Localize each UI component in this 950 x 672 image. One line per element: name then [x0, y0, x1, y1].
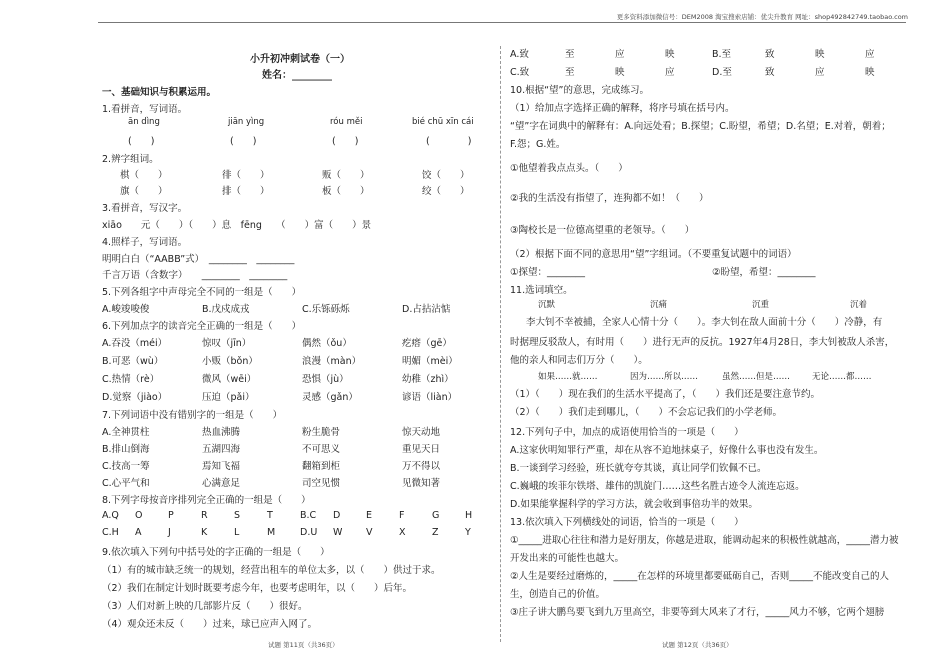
q9-line: （3）人们对新上映的几部影片反（ ）很好。: [102, 601, 308, 612]
q10-answer-a[interactable]: ①探望：________: [510, 267, 586, 278]
option: 五湖四海: [202, 444, 241, 455]
q10-definitions-cont: F.怨；G.姓。: [510, 139, 566, 150]
option-token: 应: [665, 67, 675, 78]
option-token: 至: [565, 49, 575, 60]
q13-item: 生，创造自己的价值。: [510, 589, 606, 600]
q2-item: 排（ ）: [222, 186, 270, 197]
column-divider: [500, 46, 501, 642]
q10-sentence-2: ②我的生活没有指望了，连狗都不如！（ ）: [510, 193, 709, 204]
option-token: 致: [765, 49, 775, 60]
q11-conj: 如果……就……: [538, 372, 598, 382]
option-token: C.H: [102, 527, 119, 538]
question-1: 1.看拼音，写词语。: [102, 104, 188, 115]
option-token: 映: [815, 49, 825, 60]
option: 心满意足: [202, 478, 241, 489]
q11-word: 沉着: [850, 300, 868, 310]
option: 重见天日: [402, 444, 441, 455]
option-token: D: [333, 510, 341, 521]
option-token: B.至: [712, 49, 732, 60]
option-token: 映: [615, 67, 625, 78]
option: 谚语（liàn）: [402, 392, 458, 403]
q13-item: 开发出来的可能性也越大。: [510, 553, 625, 564]
option-token: 应: [865, 49, 875, 60]
option-token: C.致: [510, 67, 530, 78]
option: D.如果能掌握科学的学习方法，就会收到事倍功半的效果。: [510, 499, 758, 510]
option: 恐惧（jù）: [302, 374, 349, 385]
option-token: 致: [765, 67, 775, 78]
q13-item: ③庄子讲大鹏鸟要飞到九万里高空，非要等到大风来了才行，_____风力不够，它两个翅膀: [510, 607, 885, 618]
q11-word: 沉默: [538, 300, 556, 310]
question-7: 7.下列词语中没有错别字的一组是（ ）: [102, 410, 283, 421]
question-11: 11.选词填空。: [510, 285, 573, 296]
q13-item: ②人生是要经过磨炼的，_____在怎样的环境里都要砥砺自己，否则_____不能改变自己的人: [510, 571, 890, 582]
q2-item: 板（ ）: [322, 186, 370, 197]
option-token: 应: [615, 49, 625, 60]
option: D.觉察（jiào）: [102, 392, 168, 403]
q1-pinyin-3: róu měi: [330, 117, 363, 127]
q1-pinyin-1: ān dìng: [128, 117, 160, 127]
option-token: A.致: [510, 49, 529, 60]
option-token: O: [135, 510, 143, 521]
question-2: 2.辨字组词。: [102, 154, 159, 165]
option-token: 映: [865, 67, 875, 78]
option: 惊天动地: [402, 427, 441, 438]
option: B.一谈到学习经验，班长就夸夸其谈，真让同学们钦佩不已。: [510, 463, 767, 474]
q4-line-b: 千言万语（含数字） ________ ________: [102, 270, 288, 281]
question-5: 5.下列各组字中声母完全不同的一组是（ ）: [102, 287, 302, 298]
q11-conj: 虽然……但是……: [722, 372, 791, 382]
option: 不可思义: [302, 444, 341, 455]
option: 热血沸腾: [202, 427, 241, 438]
option-token: W: [333, 527, 343, 538]
question-13: 13.依次填入下列横线处的词语，恰当的一项是（ ）: [510, 517, 744, 528]
option: 司空见惯: [302, 478, 341, 489]
option: 惊叹（jīn）: [202, 338, 252, 349]
option: B.戊戍成戎: [202, 304, 250, 315]
question-6: 6.下列加点字的读音完全正确的一组是（ ）: [102, 321, 302, 332]
q11-passage: 他的亲人和同志们万分（ ）。: [510, 355, 648, 366]
q1-blank-1[interactable]: ( ): [128, 136, 155, 147]
option-token: Z: [432, 527, 439, 538]
option-token: H: [465, 510, 473, 521]
option-token: 至: [565, 67, 575, 78]
q11-sentence-1: （1）（ ）现在我们的生活水平提高了，（ ）我们还是要注意节约。: [510, 389, 821, 400]
q10-part1: （1）给加点字选择正确的解释，将序号填在括号内。: [510, 103, 735, 114]
option: C.热情（rè）: [102, 374, 160, 385]
q11-conj: 无论……都……: [812, 372, 872, 382]
q9-line: （1）有的城市缺乏统一的规划，经营出租车的单位太多，以（ ）供过于求。: [102, 565, 441, 576]
q2-item: 旗（ ）: [120, 186, 168, 197]
question-10: 10.根据“望”的意思，完成练习。: [510, 85, 649, 96]
q11-passage: 李大钊不幸被捕，全家人心情十分（ ）。李大钊在敌人面前十分（ ）冷静，有: [526, 317, 883, 328]
q2-item: 贩（ ）: [322, 170, 370, 181]
option-token: B.C: [300, 510, 317, 521]
option-token: J: [168, 527, 171, 538]
option: C.技高一筹: [102, 461, 150, 472]
page-footer-right: 试题 第12页（共36页）: [662, 641, 733, 649]
q9-line: （4）观众还未反（ ）过来，球已应声入网了。: [102, 619, 318, 630]
option-token: 应: [815, 67, 825, 78]
option: A.吞没（méi）: [102, 338, 168, 349]
section-heading: 一、基础知识与积累运用。: [102, 87, 217, 98]
option: C.巍峨的埃菲尔铁塔、雄伟的凯旋门……这些名胜古迹令人流连忘返。: [510, 481, 805, 492]
q11-passage: 时据理反驳敌人，有时用（ ）进行无声的反抗。1927年4月28日，李大钊被敌人杀害，: [510, 337, 895, 348]
q10-part2: （2）根据下面不同的意思用“望”字组词。（不要重复试题中的词语）: [510, 249, 797, 260]
name-field-label: 姓名：________: [262, 70, 332, 81]
option: 焉知飞福: [202, 461, 241, 472]
option-token: D.至: [712, 67, 732, 78]
q2-item: 棋（ ）: [120, 170, 168, 181]
option: D.占拈沾惦: [402, 304, 451, 315]
option-token: K: [201, 527, 208, 538]
option: C.心平气和: [102, 478, 150, 489]
option: 微风（wēi）: [202, 374, 257, 385]
option: 粉生脆骨: [302, 427, 341, 438]
question-4: 4.照样子，写词语。: [102, 237, 188, 248]
q2-item: 徘（ ）: [222, 170, 270, 181]
option-token: Y: [465, 527, 471, 538]
q1-blank-3[interactable]: ( ): [332, 136, 359, 147]
q1-pinyin-4: bié chū xīn cái: [412, 117, 474, 127]
option: A.这家伙明知罪行严重，却在从容不迫地抹桌子，好像什么事也没有发生。: [510, 445, 824, 456]
q10-definitions: “望”字在词典中的解释有：A.向远处看；B.探望；C.盼望，希望；D.名望；E.对着，朝着；: [510, 121, 891, 132]
option: 明媚（mèi）: [402, 356, 458, 367]
q11-conj: 因为……所以……: [630, 372, 699, 382]
q11-word: 沉重: [752, 300, 770, 310]
option: 见微知著: [402, 478, 441, 489]
option-token: 映: [665, 49, 675, 60]
option-token: L: [234, 527, 240, 538]
option-token: E: [366, 510, 373, 521]
q2-item: 绞（ ）: [422, 186, 470, 197]
option: 翻箱到柜: [302, 461, 341, 472]
question-8: 8.下列字母按音序排列完全正确的一组是（ ）: [102, 495, 311, 506]
option-token: S: [234, 510, 241, 521]
option: 幼稚（zhì）: [402, 374, 454, 385]
page-footer-left: 试题 第11页（共36页）: [268, 641, 339, 649]
option-token: M: [267, 527, 276, 538]
question-3: 3.看拼音，写汉字。: [102, 203, 188, 214]
option-token: X: [399, 527, 406, 538]
option: 疙瘩（gē）: [402, 338, 452, 349]
q1-blank-4[interactable]: ( ): [426, 136, 472, 147]
option: B.可恶（wù）: [102, 356, 164, 367]
q11-sentence-2: （2）（ ）我们走到哪儿，（ ）不会忘记我们的小学老师。: [510, 407, 783, 418]
page-header: 更多资料添加微信号：DEM2008 淘宝搜索店铺：优尖升教育 网址：shop492842749.taobao.com: [616, 13, 908, 21]
option: 灵感（gǎn）: [302, 392, 358, 403]
option: 浪漫（màn）: [302, 356, 362, 367]
q9-line: （2）我们在制定计划时既要考虑今年，也要考虑明年，以（ ）后年。: [102, 583, 413, 594]
q2-item: 饺（ ）: [422, 170, 470, 181]
option-token: V: [366, 527, 373, 538]
option-token: F: [399, 510, 405, 521]
q1-pinyin-2: jiān yìng: [228, 117, 265, 127]
option: 偶然（ǒu）: [302, 338, 352, 349]
option: 压迫（pǎi）: [202, 392, 255, 403]
q3-row: xiāo 元（ ）（ ）息 fēng （ ）富（ ）景: [102, 220, 372, 231]
option: B.排山倒海: [102, 444, 150, 455]
option: A.峻竣唆俊: [102, 304, 150, 315]
option-token: G: [432, 510, 440, 521]
option-token: D.U: [300, 527, 318, 538]
q10-sentence-1: ①他望着我点点头。（ ）: [510, 163, 628, 174]
question-12: 12.下列句子中，加点的成语使用恰当的一项是（ ）: [510, 427, 744, 438]
option-token: T: [267, 510, 273, 521]
option-token: P: [168, 510, 174, 521]
q10-answer-b[interactable]: ②盼望，希望：________: [712, 267, 816, 278]
option: C.乐铄砾烁: [302, 304, 350, 315]
q13-item: ①_____进取心往往和潜力是好朋友，你越是进取，能调动起来的积极性就越高，_____潜力被: [510, 535, 899, 546]
question-9: 9.依次填入下列句中括号处的字正确的一组是（ ）: [102, 547, 330, 558]
option: 小贩（bǒn）: [202, 356, 258, 367]
exam-title: 小升初冲刺试卷（一）: [250, 54, 350, 65]
q4-line-a: 明明白白（“AABB”式） ________ ________: [102, 254, 295, 265]
q11-word: 沉痛: [650, 300, 668, 310]
q1-blank-2[interactable]: ( ): [230, 136, 257, 147]
q10-sentence-3: ③陶校长是一位德高望重的老领导。（ ）: [510, 225, 695, 236]
option-token: A.Q: [102, 510, 119, 521]
option-token: R: [201, 510, 208, 521]
option-token: A: [135, 527, 142, 538]
option: A.全神贯柱: [102, 427, 150, 438]
header-rule: [98, 22, 906, 23]
option: 万不得以: [402, 461, 441, 472]
